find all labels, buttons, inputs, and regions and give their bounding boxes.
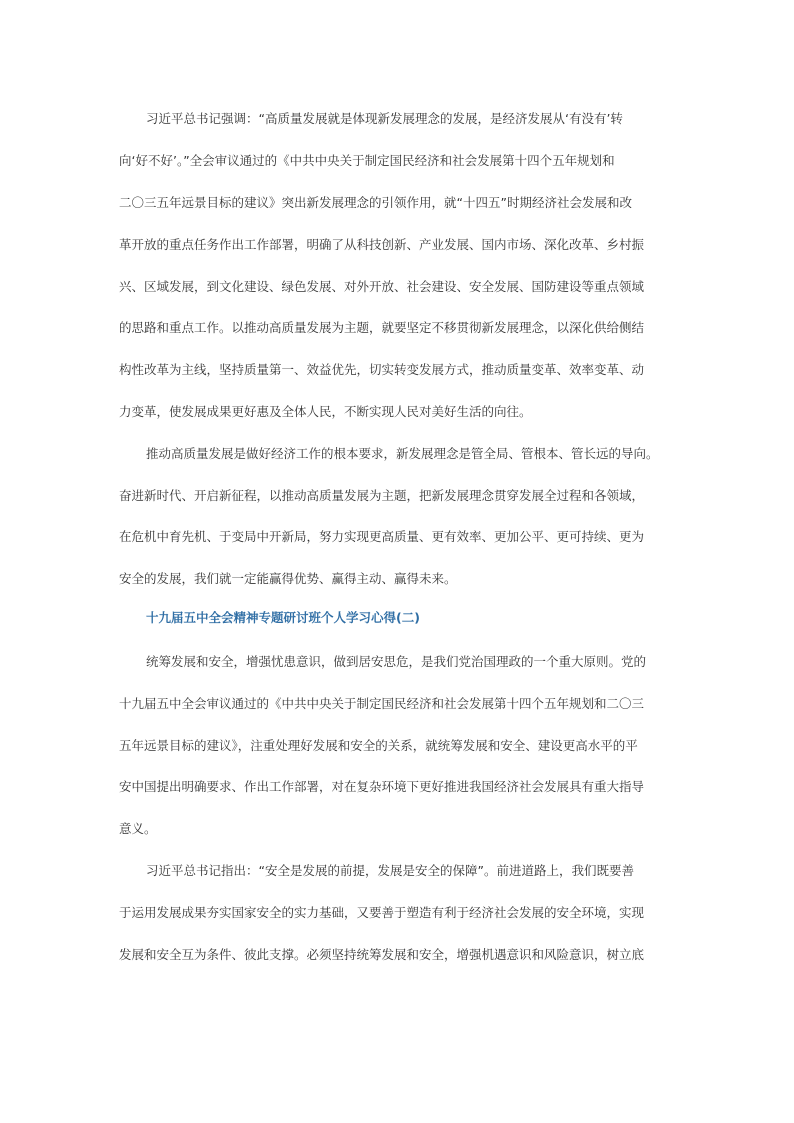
section-heading: 十九届五中全会精神专题研讨班个人学习心得(二) (146, 610, 420, 625)
paragraph-3-line: 十九届五中全会审议通过的《中共中央关于制定国民经济和社会发展第十四个五年规划和二〇三 (119, 696, 645, 711)
paragraph-3-line: 五年远景目标的建议》，注重处理好发展和安全的关系，就统筹发展和安全、建设更高水平的平 (119, 738, 638, 753)
paragraph-4-line: 于运用发展成果夯实国家安全的实力基础，又要善于塑造有利于经济社会发展的安全环境，实现 (119, 905, 645, 920)
paragraph-3-line: 意义。 (119, 821, 157, 836)
paragraph-1-line: 构性改革为主线，坚持质量第一、效益优先，切实转变发展方式，推动质量变革、效率变革、动 (119, 362, 645, 377)
paragraph-1-line: 向‘好不好’。”全会审议通过的《中共中央关于制定国民经济和社会发展第十四个五年规划和 (119, 153, 615, 168)
paragraph-1-line: 的思路和重点工作。以推动高质量发展为主题，就要坚定不移贯彻新发展理念，以深化供给侧结 (119, 320, 645, 335)
paragraph-4-line: 习近平总书记指出：“安全是发展的前提，发展是安全的保障”。前进道路上，我们既要善 (146, 863, 634, 878)
paragraph-1-line: 习近平总书记强调：“高质量发展就是体现新发展理念的发展，是经济发展从‘有没有’转 (146, 111, 623, 126)
paragraph-2-line: 推动高质量发展是做好经济工作的根本要求，新发展理念是管全局、管根本、管长远的导向。 (146, 446, 659, 461)
paragraph-2-line: 安全的发展，我们就一定能赢得优势、赢得主动、赢得未来。 (119, 571, 457, 586)
paragraph-1-line: 兴、区域发展，到文化建设、绿色发展、对外开放、社会建设、安全发展、国防建设等重点领域 (119, 279, 645, 294)
paragraph-2-line: 奋进新时代、开启新征程，以推动高质量发展为主题，把新发展理念贯穿发展全过程和各领域， (119, 488, 645, 503)
paragraph-3-line: 统筹发展和安全，增强忧患意识，做到居安思危，是我们党治国理政的一个重大原则。党的 (146, 654, 647, 669)
paragraph-1-line: 力变革，使发展成果更好惠及全体人民，不断实现人民对美好生活的向往。 (119, 404, 532, 419)
paragraph-3-line: 安中国提出明确要求、作出工作部署，对在复杂环境下更好推进我国经济社会发展具有重大指导 (119, 779, 645, 794)
paragraph-1-line: 二〇三五年远景目标的建议》突出新发展理念的引领作用，就“十四五”时期经济社会发展和改 (119, 195, 632, 210)
paragraph-2-line: 在危机中育先机、于变局中开新局，努力实现更高质量、更有效率、更加公平、更可持续、更为 (119, 529, 645, 544)
paragraph-1-line: 革开放的重点任务作出工作部署，明确了从科技创新、产业发展、国内市场、深化改革、乡村振 (119, 237, 645, 252)
paragraph-4-line: 发展和安全互为条件、彼此支撑。必须坚持统筹发展和安全，增强机遇意识和风险意识，树立底 (119, 947, 645, 962)
